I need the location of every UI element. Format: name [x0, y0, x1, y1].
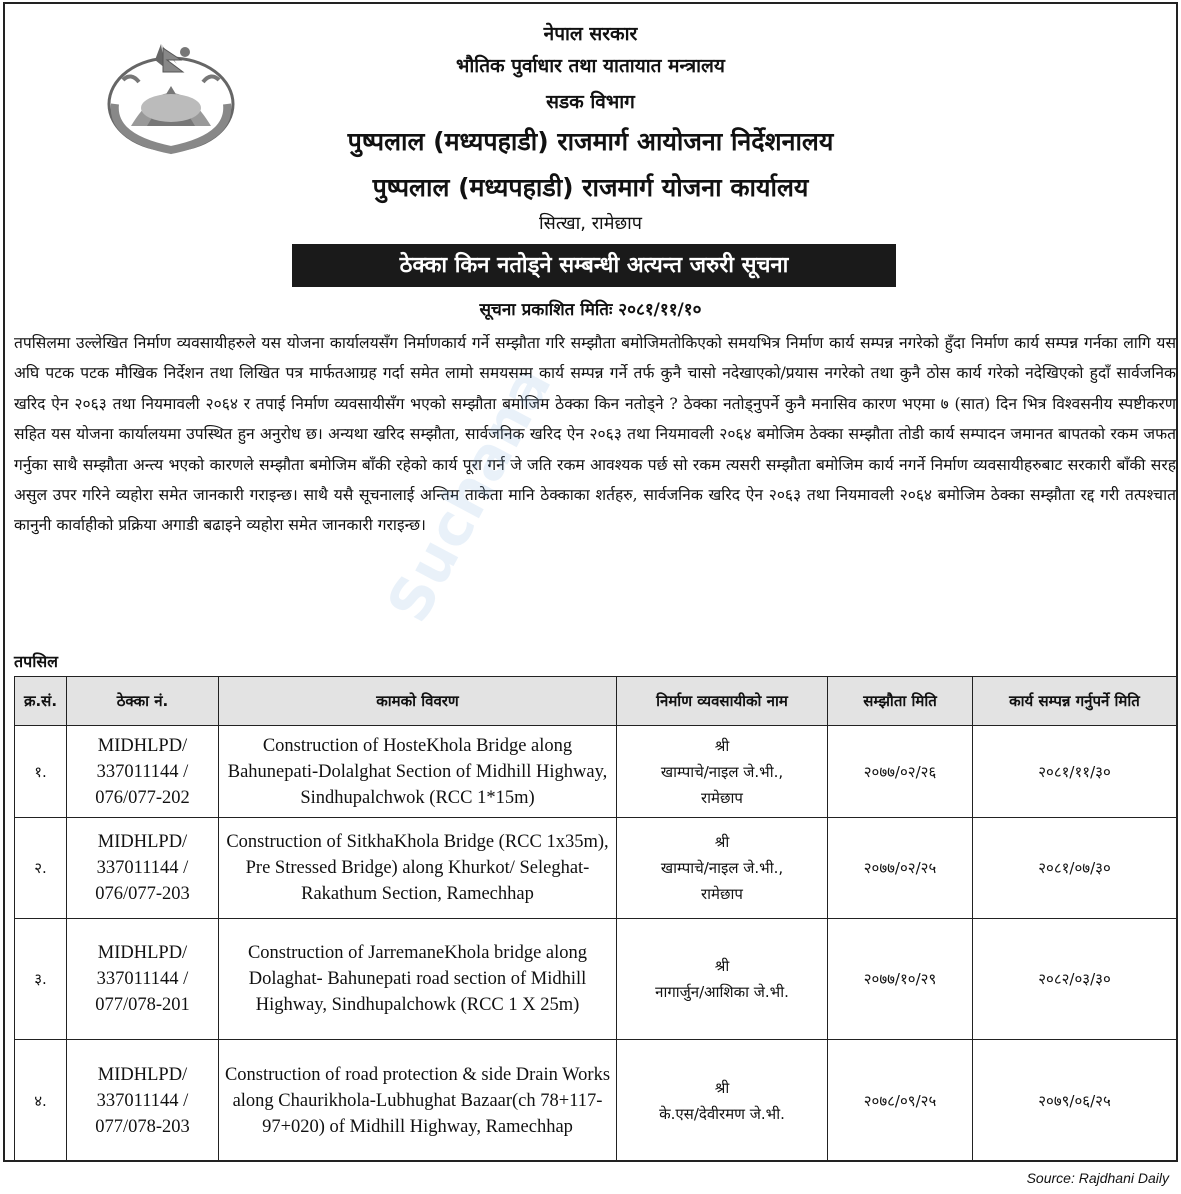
- row-serial: ४.: [15, 1040, 67, 1162]
- table-header-row: [15, 677, 1177, 726]
- col-contractor: निर्माण व्यवसायीको नाम: [617, 677, 828, 726]
- row-description: Construction of HosteKhola Bridge along Bahunepati-Dolalghat Section of Midhill Highway, Sindhupalchwok (RCC 1*15m): [219, 726, 617, 818]
- row-completion-date: २०८१/११/३०: [973, 726, 1177, 818]
- header-department: सडक विभाग: [546, 91, 635, 113]
- table-row: [15, 919, 1177, 1040]
- notice-title: ठेक्का किन नतोड्ने सम्बन्धी अत्यन्त जरुरी सूचना: [292, 244, 896, 287]
- row-serial: ३.: [15, 919, 67, 1040]
- schedule-label: तपसिल: [14, 652, 59, 671]
- header-office: पुष्पलाल (मध्यपहाडी) राजमार्ग योजना कार्यालय: [372, 173, 809, 202]
- col-completion-date: कार्य सम्पन्न गर्नुपर्ने मिति: [973, 677, 1177, 726]
- notice-body: तपसिलमा उल्लेखित निर्माण व्यवसायीहरुले यस योजना कार्यालयसँग निर्माणकार्य गर्ने सम्झौता गरि सम्झौता बमोजिमतोकिएको समयभित्र निर्माण कार्य सम्पन्न नगरेको हुँदा निर्माण कार्य सम्पन्न गर्नका लागि यस अघि पटक पटक मौखिक निर्देशन तथा लिखित पत्र मार्फतआग्रह गर्दा समेत लामो समयसम्म कार्य सम्पन्न गर्ने तर्फ कुनै चासो नदेखाएको/प्रयास नगरेको तथा कुनै ठोस कार्य गरेको नदेखिएको हुदाँ सार्वजनिक खरिद ऐन २०६३ तथा नियमावली २०६४ र तपाई निर्माण व्यवसायीसँग भएको सम्झौता बमोजिम ठेक्का किन नतोड्ने ? ठेक्का नतोड्नुपर्ने कुनै मनासिव कारण भएमा ७ (सात) दिन भित्र विश्वसनीय स्पष्टीकरण सहित यस योजना कार्यालयमा उपस्थित हुन अनुरोध छ। अन्यथा खरिद सम्झौता, सार्वजनिक खरिद ऐन २०६३ तथा नियमावली २०६४ बमोजिम ठेक्का सम्झौता तोडी कार्य सम्पादन जमानत बापतको रकम जफत गर्नुका साथै सम्झौता अन्त्य भएको कारणले सम्झौता बमोजिम बाँकी रहेको कार्य पूरा गर्न जे जति रकम आवश्यक पर्छ सो रकम त्यसरी सम्झौता बमोजिम कार्य नगर्ने निर्माण व्यवसायीहरुबाट सरकारी बाँकी सरह असुल उपर गरिने व्यहोरा समेत जानकारी गराइन्छ। साथै यसै सूचनालाई अन्तिम ताकेता मानि ठेक्काका शर्तहरु, सार्वजनिक खरिद ऐन २०६३ तथा नियमावली २०६४ बमोजिम ठेक्का सम्झौता रद्द गरी तत्पश्चात कानुनी कार्वाहीको प्रक्रिया अगाडी बढाइने व्यहोरा समेत जानकारी गराइन्छ।: [14, 334, 1176, 535]
- col-contract-no: ठेक्का नं.: [67, 677, 219, 726]
- notice-frame: [3, 2, 1178, 1162]
- watermark: Suchana: [373, 355, 565, 633]
- row-contract-no: MIDHLPD/ 337011144 / 076/077-202: [67, 726, 219, 818]
- row-agreement-date: २०७७/०२/२५: [828, 818, 973, 919]
- row-contractor: श्री के.एस/देवीरमण जे.भी.: [617, 1040, 828, 1162]
- header-location: सित्खा, रामेछाप: [539, 213, 642, 234]
- row-completion-date: २०८१/०७/३०: [973, 818, 1177, 919]
- row-contractor: श्री खाम्पाचे/नाइल जे.भी., रामेछाप: [617, 818, 828, 919]
- row-agreement-date: २०७७/१०/२९: [828, 919, 973, 1040]
- table-row: [15, 726, 1177, 818]
- row-description: Construction of SitkhaKhola Bridge (RCC 1x35m), Pre Stressed Bridge) along Khurkot/ Seleghat-Rakathum Section, Ramechhap: [219, 818, 617, 919]
- row-completion-date: २०७९/०६/२५: [973, 1040, 1177, 1162]
- row-contractor: श्री नागार्जुन/आशिका जे.भी.: [617, 919, 828, 1040]
- row-contract-no: MIDHLPD/ 337011144 / 076/077-203: [67, 818, 219, 919]
- schedule-table: [14, 676, 1177, 1162]
- table-row: [15, 818, 1177, 919]
- col-agreement-date: सम्झौता मिति: [828, 677, 973, 726]
- row-completion-date: २०८२/०३/३०: [973, 919, 1177, 1040]
- row-agreement-date: २०७७/०२/२६: [828, 726, 973, 818]
- col-serial: क्र.सं.: [15, 677, 67, 726]
- row-contract-no: MIDHLPD/ 337011144 / 077/078-201: [67, 919, 219, 1040]
- row-contract-no: MIDHLPD/ 337011144 / 077/078-203: [67, 1040, 219, 1162]
- row-contractor: श्री खाम्पाचे/नाइल जे.भी., रामेछाप: [617, 726, 828, 818]
- row-serial: २.: [15, 818, 67, 919]
- row-agreement-date: २०७८/०९/२५: [828, 1040, 973, 1162]
- header-government: नेपाल सरकार: [543, 23, 638, 45]
- table-row: [15, 1040, 1177, 1162]
- row-description: Construction of road protection & side Drain Works along Chaurikhola-Lubhughat Bazaar(ch 78+117-97+020) of Midhill Highway, Ramechhap: [219, 1040, 617, 1162]
- row-serial: १.: [15, 726, 67, 818]
- row-description: Construction of JarremaneKhola bridge along Dolaghat- Bahunepati road section of Midhill Highway, Sindhupalchowk (RCC 1 X 25m): [219, 919, 617, 1040]
- col-description: कामको विवरण: [219, 677, 617, 726]
- header-directorate: पुष्पलाल (मध्यपहाडी) राजमार्ग आयोजना निर्देशनालय: [347, 127, 834, 156]
- source-credit: Source: Rajdhani Daily: [1026, 1170, 1169, 1186]
- published-date: सूचना प्रकाशित मितिः २०८१/११/१०: [479, 300, 702, 320]
- header-ministry: भौतिक पुर्वाधार तथा यातायात मन्त्रालय: [456, 55, 725, 77]
